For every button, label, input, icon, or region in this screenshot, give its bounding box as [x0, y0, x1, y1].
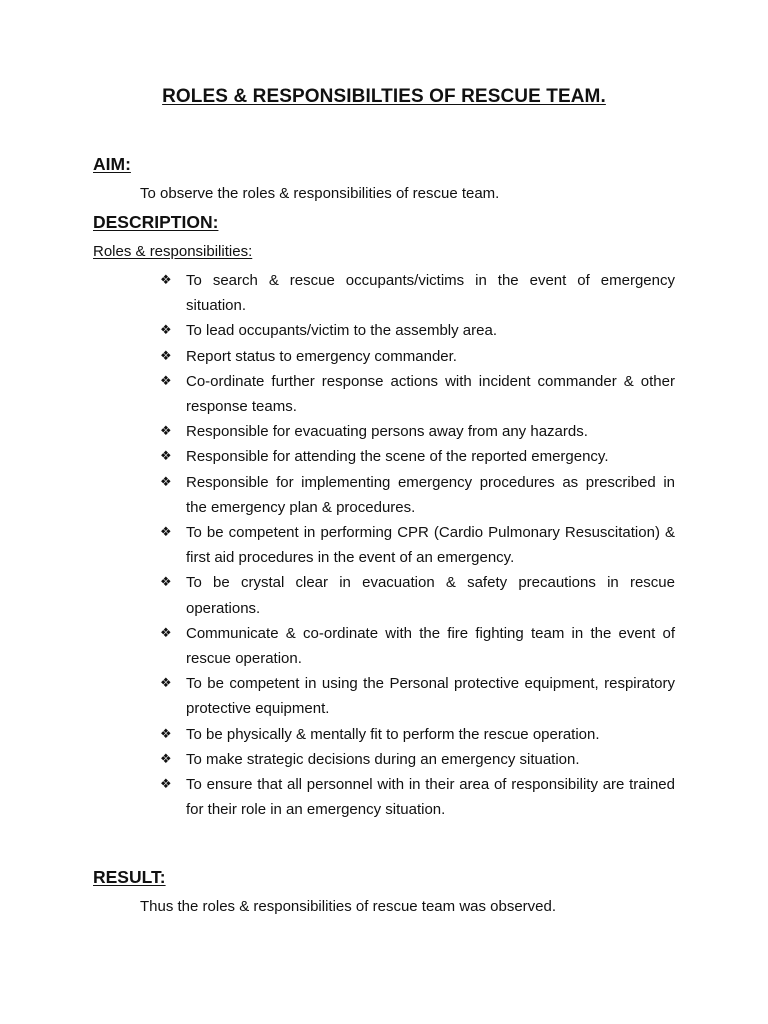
list-item: [160, 671, 675, 721]
list-item: [160, 369, 675, 419]
list-item-text: To be competent in performing CPR (Cardio Pulmonary Resuscitation) & first aid procedures in the event of an emergency.: [186, 524, 675, 567]
diamond-dots-icon: ❖: [160, 449, 172, 465]
roles-subheading: Roles & responsibilities:: [93, 243, 253, 260]
result-heading: RESULT:: [93, 867, 166, 887]
list-item: [160, 344, 675, 369]
diamond-dots-icon: ❖: [160, 525, 172, 541]
list-item-text: Responsible for attending the scene of the reported emergency.: [186, 448, 609, 466]
list-item: [160, 747, 675, 772]
list-item-text: Co-ordinate further response actions with incident commander & other response teams.: [186, 372, 675, 416]
diamond-dots-icon: ❖: [160, 625, 172, 641]
diamond-dots-icon: ❖: [160, 676, 172, 692]
diamond-dots-icon: ❖: [160, 273, 172, 288]
list-item: [160, 722, 675, 747]
list-item: [160, 772, 675, 822]
list-item-text: Responsible for implementing emergency procedures as prescribed in the emergency plan & procedures.: [186, 473, 675, 516]
description-heading: DESCRIPTION:: [93, 212, 219, 232]
list-item-text: Communicate & co-ordinate with the fire fighting team in the event of rescue operation.: [186, 624, 675, 668]
document-title: ROLES & RESPONSIBILTIES OF RESCUE TEAM.: [162, 86, 606, 107]
diamond-dots-icon: ❖: [160, 777, 172, 793]
list-item-text: To make strategic decisions during an emergency situation.: [186, 750, 580, 768]
diamond-dots-icon: ❖: [160, 323, 172, 339]
list-item: [160, 318, 675, 343]
list-item-text: To lead occupants/victim to the assembly area.: [186, 322, 497, 340]
list-item-text: To be competent in using the Personal protective equipment, respiratory protective equipment.: [186, 675, 675, 718]
list-item-text: To be physically & mentally fit to perform the rescue operation.: [186, 725, 600, 743]
list-item: [160, 419, 675, 444]
diamond-dots-icon: ❖: [160, 373, 172, 389]
aim-heading: AIM:: [93, 154, 131, 174]
list-item-text: To search & rescue occupants/victims in the event of emergency situation.: [186, 272, 675, 315]
list-item: [160, 470, 675, 520]
diamond-dots-icon: ❖: [160, 348, 172, 364]
diamond-dots-icon: ❖: [160, 751, 172, 767]
diamond-dots-icon: ❖: [160, 474, 172, 490]
diamond-dots-icon: ❖: [160, 424, 172, 440]
list-item: [160, 268, 675, 318]
diamond-dots-icon: ❖: [160, 575, 172, 591]
aim-text: To observe the roles & responsibilities of rescue team.: [140, 185, 500, 202]
list-item: [160, 444, 675, 469]
list-item: [160, 621, 675, 671]
list-item-text: To be crystal clear in evacuation & safety precautions in rescue operations.: [186, 574, 675, 617]
list-item-text: To ensure that all personnel with in their area of responsibility are trained for their role in an emergency situation.: [186, 776, 675, 819]
list-item: [160, 520, 675, 570]
diamond-dots-icon: ❖: [160, 726, 172, 742]
list-item: [160, 570, 675, 620]
list-item-text: Responsible for evacuating persons away from any hazards.: [186, 423, 588, 441]
list-item-text: Report status to emergency commander.: [186, 347, 457, 365]
responsibilities-list: [160, 268, 675, 822]
result-text: Thus the roles & responsibilities of rescue team was observed.: [140, 898, 557, 915]
